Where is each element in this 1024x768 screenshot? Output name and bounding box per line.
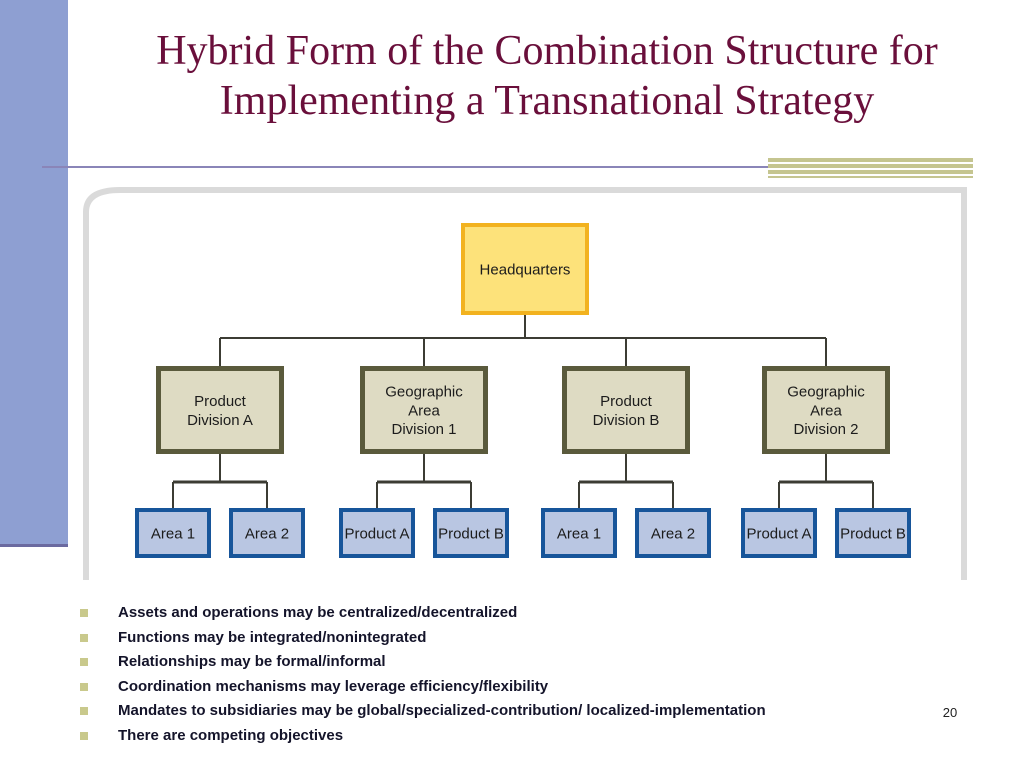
bullet-item: [78, 702, 766, 727]
bullet-text: Functions may be integrated/nonintegrated: [118, 628, 427, 646]
square-bullet-icon: [80, 707, 88, 715]
org-chart: [80, 186, 970, 580]
square-bullet-icon: [80, 658, 88, 666]
leaf-box-label: Product A: [344, 525, 410, 543]
bullet-item: [78, 727, 766, 752]
left-bar-edge: [0, 544, 68, 547]
headquarters-box: [463, 225, 587, 313]
leaf-box: [837, 510, 909, 556]
org-boxes: [137, 225, 909, 556]
leaf-box-label: Area 2: [650, 525, 696, 543]
title-line-1: Hybrid Form of the Combination Structure for: [156, 28, 938, 74]
leaf-box-label: Area 1: [556, 525, 602, 543]
division-box-label: Division B: [592, 411, 660, 429]
division-box-label: Geographic: [787, 383, 865, 401]
leaf-box-label: Product B: [438, 525, 504, 543]
square-bullet-icon: [80, 732, 88, 740]
division-box-label: Area: [408, 402, 440, 420]
bullet-item: [78, 653, 766, 678]
slide-title: [70, 26, 1024, 126]
division-box-label: Division A: [187, 411, 253, 429]
square-bullet-icon: [80, 683, 88, 691]
title-line-2: Implementing a Transnational Strategy: [219, 78, 875, 124]
page-number: 20: [942, 705, 958, 720]
division-box: [765, 369, 888, 452]
bullet-text: Mandates to subsidiaries may be global/specialized-contribution/ localized-implementation: [118, 702, 766, 720]
bullet-list: [78, 604, 766, 752]
leaf-box-label: Area 2: [244, 525, 290, 543]
leaf-box: [743, 510, 815, 556]
bullet-text: There are competing objectives: [118, 726, 344, 744]
division-box-label: Geographic: [385, 383, 463, 401]
square-bullet-icon: [80, 609, 88, 617]
division-box: [565, 369, 688, 452]
division-box: [363, 369, 486, 452]
square-bullet-icon: [80, 634, 88, 642]
division-box-label: Division 2: [793, 421, 859, 439]
division-box-label: Product: [194, 393, 246, 411]
division-box-label: Division 1: [391, 421, 457, 439]
bullet-item: [78, 678, 766, 703]
bullet-item: [78, 604, 766, 629]
leaf-box-label: Product A: [746, 525, 812, 543]
leaf-box: [341, 510, 413, 556]
division-box-label: Product: [600, 393, 652, 411]
bullet-item: [78, 629, 766, 654]
leaf-box-label: Product B: [840, 525, 906, 543]
division-box-label: Area: [810, 402, 842, 420]
leaf-box-label: Area 1: [150, 525, 196, 543]
bullet-text: Assets and operations may be centralized/decentralized: [118, 604, 518, 621]
bullet-text: Relationships may be formal/informal: [118, 653, 386, 671]
org-chart-panel: [80, 186, 970, 580]
division-box: [159, 369, 282, 452]
left-decorative-bar: [0, 0, 68, 546]
leaf-box: [435, 510, 507, 556]
leaf-box: [543, 510, 615, 556]
headquarters-box-label: Headquarters: [479, 261, 571, 279]
title-accent-stripes: [768, 158, 973, 178]
bullet-text: Coordination mechanisms may leverage efficiency/flexibility: [118, 677, 549, 695]
leaf-box: [231, 510, 303, 556]
leaf-box: [137, 510, 209, 556]
leaf-box: [637, 510, 709, 556]
